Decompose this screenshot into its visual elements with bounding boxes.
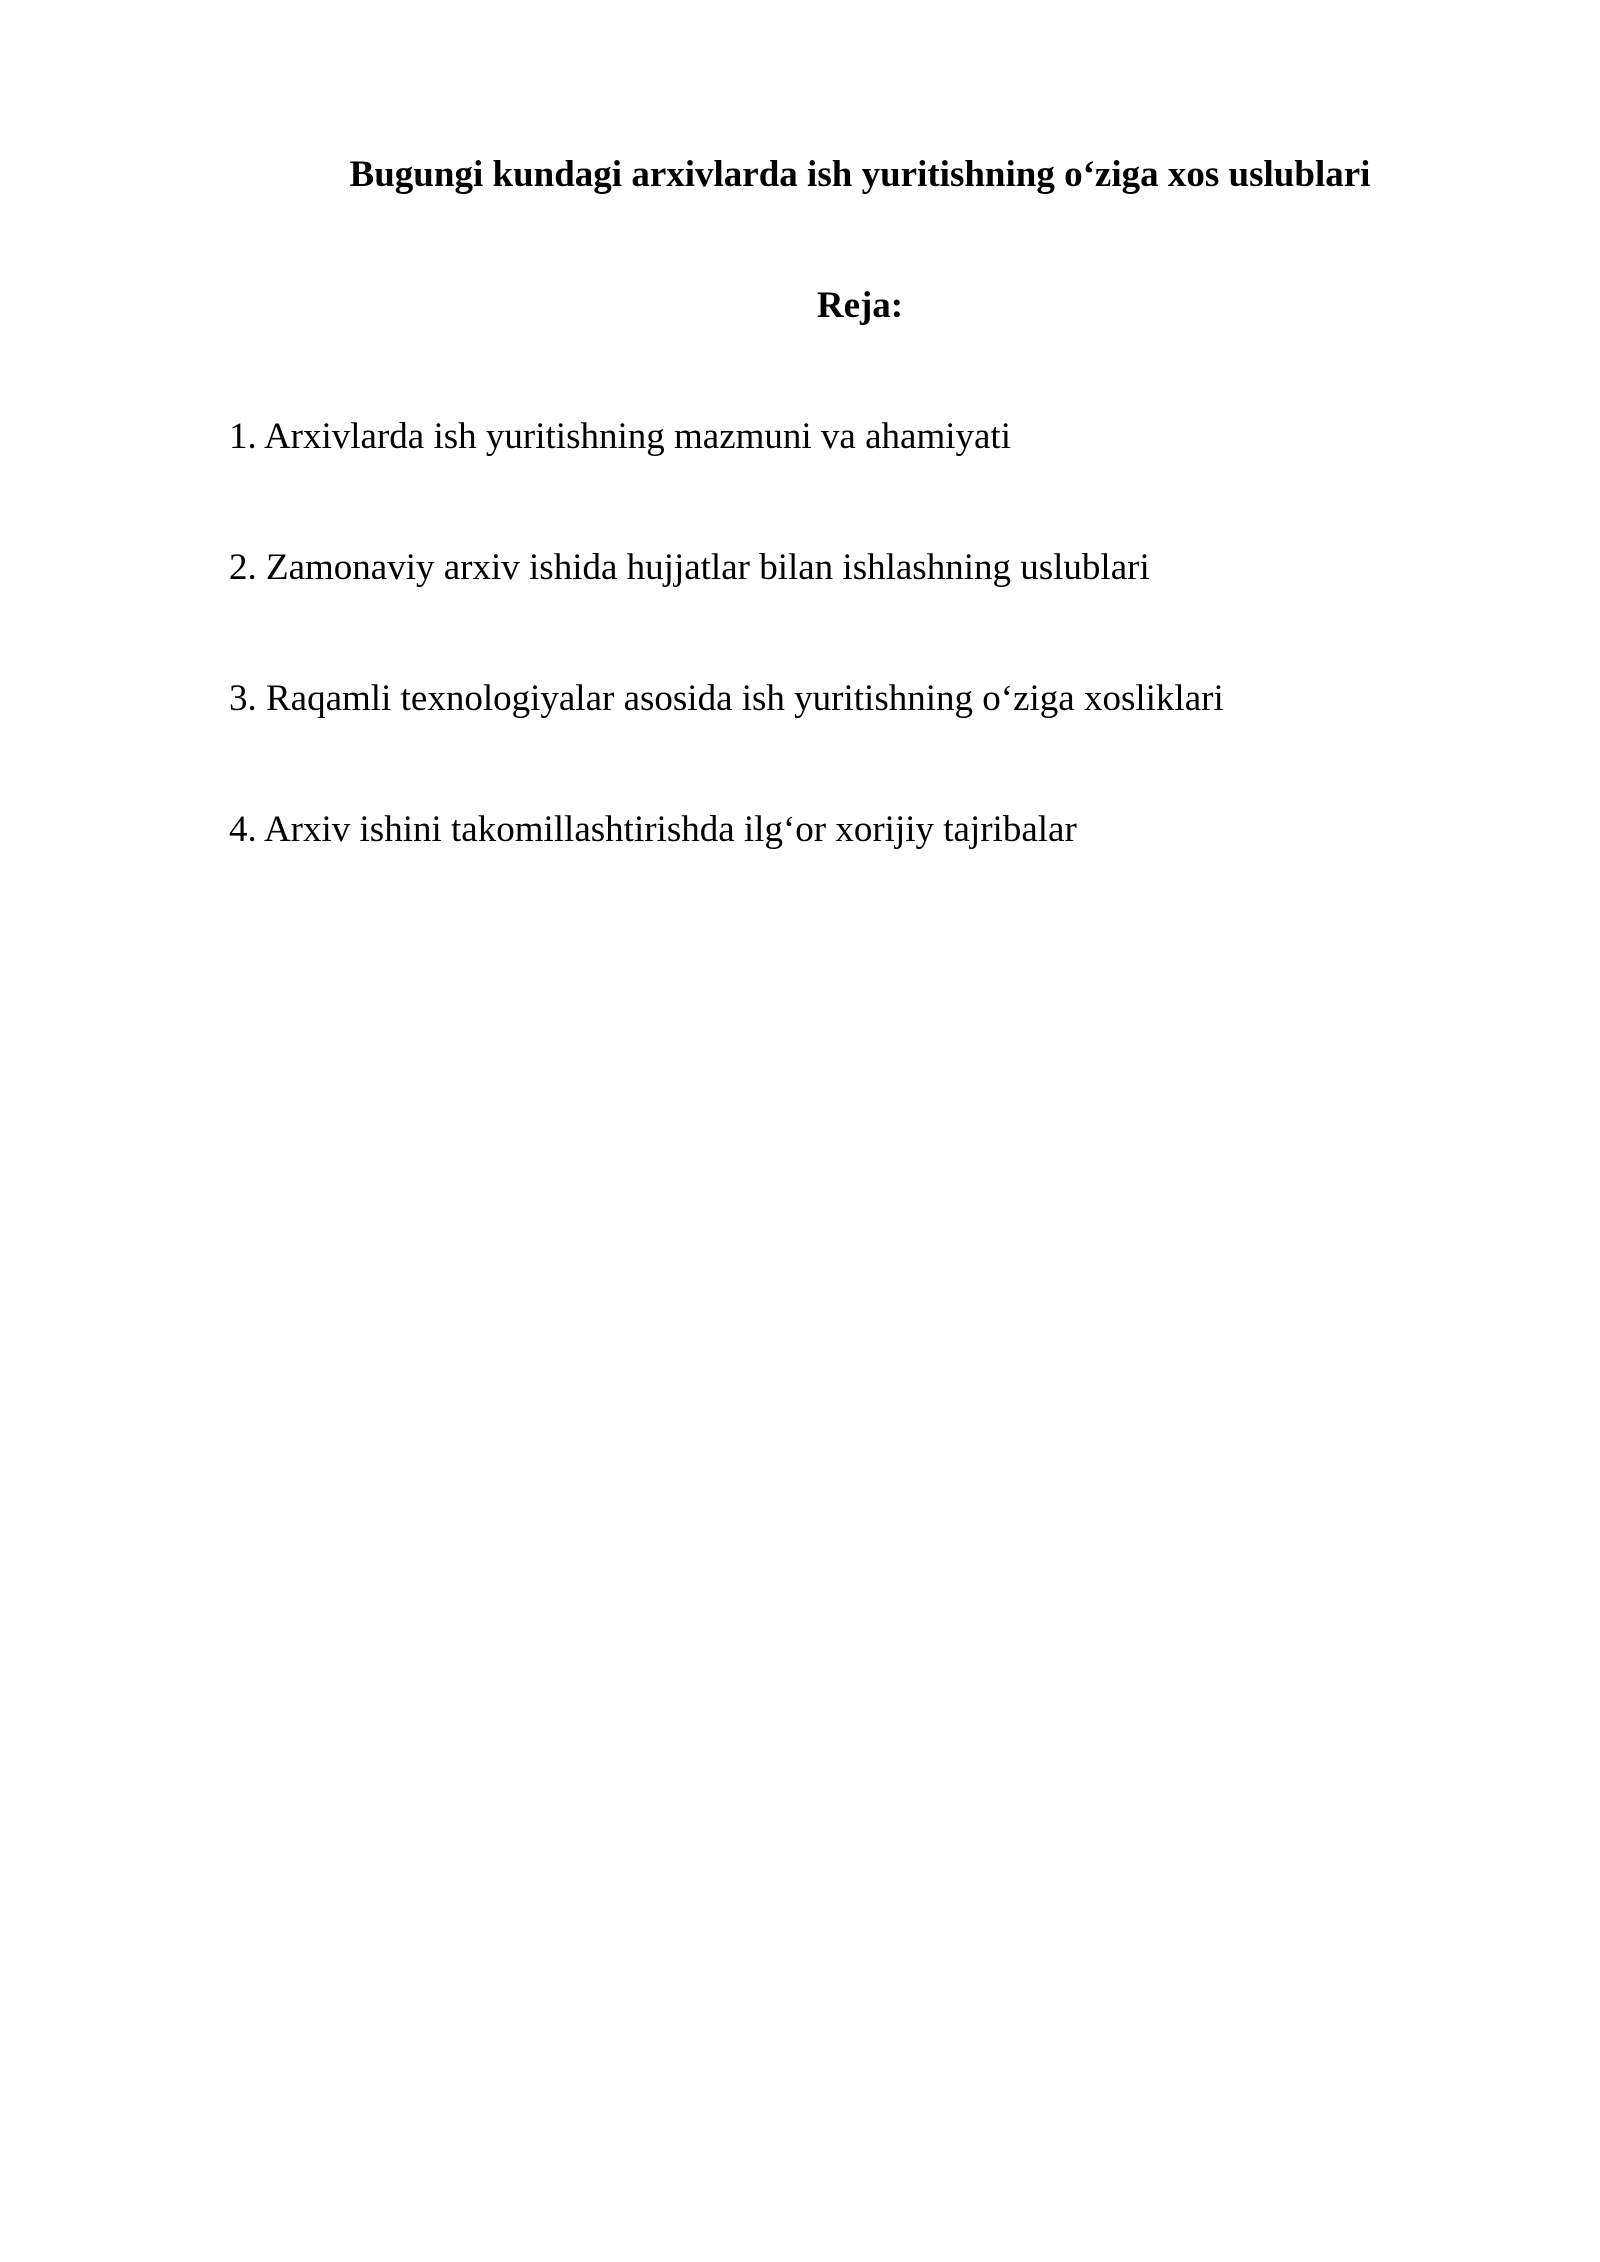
plan-list <box>229 412 1224 936</box>
plan-heading: Reja: <box>816 285 904 326</box>
plan-item-4: 4. Arxiv ishini takomillashtirishda ilg‘or xorijiy tajribalar <box>229 809 1077 850</box>
document-title: Bugungi kundagi arxivlarda ish yuritishning o‘ziga xos uslublari <box>349 154 1371 195</box>
plan-item-2: 2. Zamonaviy arxiv ishida hujjatlar bilan ishlashning uslublari <box>229 547 1150 588</box>
plan-item-3: 3. Raqamli texnologiyalar asosida ish yuritishning o‘ziga xosliklari <box>229 678 1224 719</box>
plan-item-1: 1. Arxivlarda ish yuritishning mazmuni va ahamiyati <box>229 416 1011 457</box>
